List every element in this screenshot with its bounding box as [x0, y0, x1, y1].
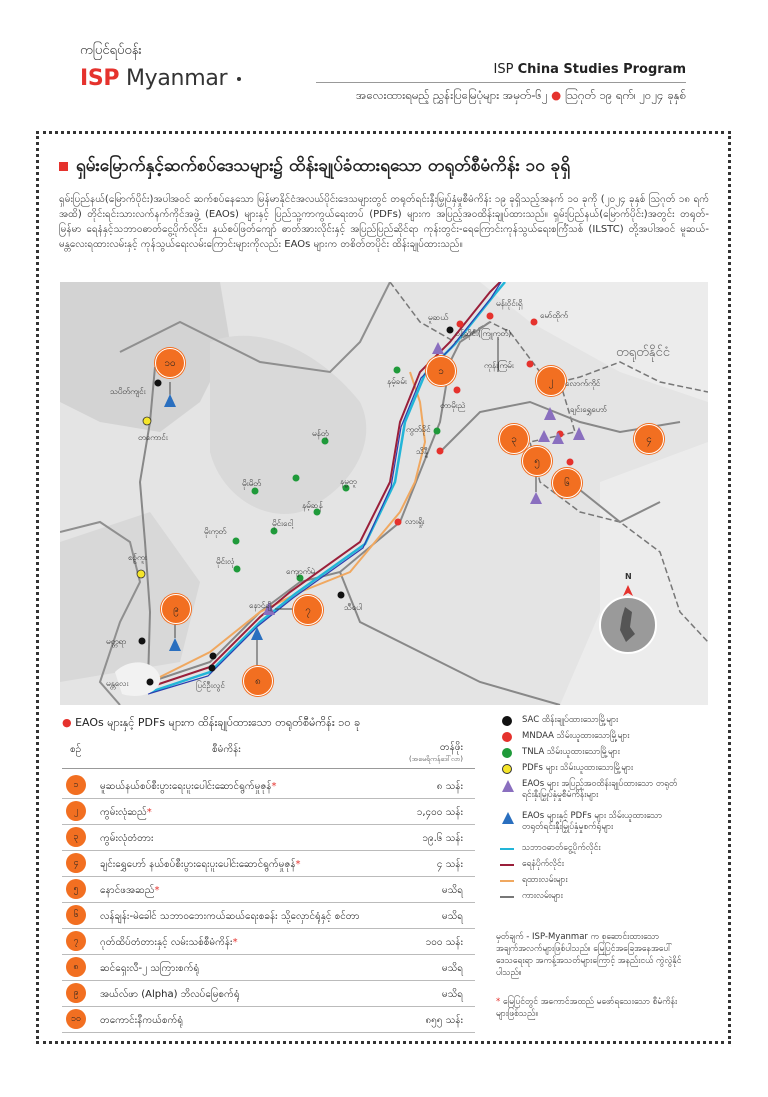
row-project-name — [100, 909, 360, 924]
header-subtitle — [356, 88, 686, 105]
row-number-badge: ၆ — [66, 905, 86, 925]
legend-note: မှတ်ချက် - ISP-Myanmar က စုဆောင်းထားသော အချက်အလက်များဖြစ်ပါသည်။ မြေပြင်အခြေအနေအပေါ် ဒေသရေးရာ အကန့်အသတ်များကြောင့် အနည်းငယ် ကွဲလွဲနိုင်ပါသည်။ — [496, 932, 682, 978]
row-star-icon: * — [232, 937, 238, 948]
separator-dot: ● — [551, 88, 562, 102]
row-value: ၁၉.၆ သန်း — [422, 833, 463, 844]
legend-label: ရထားလမ်းများ — [522, 875, 568, 885]
eao-project-marker — [530, 492, 542, 504]
row-star-icon: * — [146, 807, 152, 818]
program-prefix: ISP — [493, 62, 514, 77]
legend-label: ကားလမ်းများ — [522, 891, 563, 901]
row-value: ၈ သန်း — [436, 781, 463, 792]
series-label: အလေးထားရမည့် ညွှန်းပြမြေပုံများ အမှတ်-၆၂ — [355, 88, 548, 102]
header-divider — [316, 82, 686, 83]
tnla-town-marker — [394, 367, 401, 374]
place-monglon: မိုင်းလုံ — [216, 557, 235, 566]
table-row — [62, 902, 475, 929]
row-value: ၁၀၀ သန်း — [425, 937, 463, 948]
road — [340, 572, 560, 705]
legend-item — [496, 762, 686, 778]
table-row — [62, 876, 475, 903]
place-theinni: သိန္နီ — [416, 447, 428, 456]
north-label: N — [625, 572, 632, 581]
place-madaya: မတ္တရာ — [106, 637, 127, 646]
intro-paragraph: ရှမ်းပြည်နယ်(မြောက်ပိုင်း)အပါအဝင် ဆက်စပ်နေသော မြန်မာနိုင်ငံအလယ်ပိုင်းဒေသများတွင် တရုတ်ရင်းနှီးမြှုပ်နှံမှုစီမံကိန်း ၁၉ ခုရှိသည့်အနက် ၁၀ ခုကို (၂၀၂၄ ခုနှစ် ဩဂုတ် ၁၈ ရက်အထိ) တိုင်းရင်းသားလက်နက်ကိုင်အဖွဲ့ (EAOs) များနှင့် ပြည်သူ့ကာကွယ်ရေးတပ် (PDFs) များက အပြည့်အဝထိန်းချုပ်ထားသည်။ ရှမ်းပြည်နယ်(မြောက်ပိုင်း)အတွင်း တရုတ်-မြန်မာ ရေနံနှင့်သဘာဝဓာတ်ငွေ့ပိုက်လိုင်း၊ နယ်စပ်ဖြတ်ကျော် ဓာတ်အားလိုင်းနှင့် အပြည်ပြည်ဆိုင်ရာ ကုန်းတွင်း-ရေကြောင်းကုန်သွယ်ရေးစင်္ကြံသစ် (ILSTC) တို့အပါအဝင် မူဆယ်-မန္တလေးရထားလမ်းနှင့် ကုန်သွယ်ရေးလမ်းကြောင်းများကိုလည်း EAOs များက တစိတ်တပိုင်း ထိန်းချုပ်ထားသည်။ — [59, 194, 709, 250]
project-circle-2[interactable]: ၂ — [536, 366, 566, 396]
legend-item — [496, 874, 686, 890]
legend-label: သဘာဝဓာတ်ငွေ့ပိုက်လိုင်း — [522, 843, 601, 853]
place-singu: စဉ့်ကူး — [128, 553, 147, 562]
legend-item — [496, 778, 686, 800]
tnla-town-marker — [234, 566, 241, 573]
row-number-badge: ၇ — [66, 931, 86, 951]
place-namtu: နမ္မတူ — [340, 477, 357, 486]
row-star-icon: * — [154, 885, 160, 896]
terrain-hill — [60, 282, 230, 432]
place-mongngaw: မိုင်းငေါ့ — [272, 519, 294, 528]
place-pyinoolwin: ပြင်ဦးလွင် — [196, 681, 225, 690]
logo-dot — [237, 77, 241, 81]
sac-town-marker — [338, 592, 345, 599]
row-project-name — [100, 779, 276, 794]
row-project-text: ကွမ်းလုံတံတား — [100, 833, 154, 844]
legend-dot-icon — [502, 732, 512, 742]
row-value: ၁,၄၀၀ သန်း — [416, 807, 463, 818]
row-project-text: အယ်လ်ဖာ (Alpha) ဘိလပ်မြေစက်ရုံ — [100, 989, 240, 1000]
table-row — [62, 772, 475, 799]
place-laukkai: လောက်ကိုင် — [565, 379, 601, 388]
place-tagaung: တကောင်း — [138, 433, 168, 442]
place-mogok: မိုးကုတ် — [204, 527, 227, 536]
mndaa-town-marker — [487, 313, 494, 320]
legend-item — [496, 714, 686, 730]
row-project-name — [100, 1013, 183, 1028]
row-number-badge: ၁၀ — [66, 1009, 86, 1029]
sac-town-marker — [209, 665, 216, 672]
legend-label: PDFs များ သိမ်းယူထားသောမြို့များ — [522, 763, 634, 773]
table-title-text: EAOs များနှင့် PDFs များက ထိန်းချုပ်ထားသော တရုတ်စီမံကိန်း ၁၀ ခု — [75, 716, 361, 729]
tnla-town-marker — [434, 428, 441, 435]
row-project-name — [100, 857, 301, 872]
map-canvas — [60, 282, 708, 705]
project-circle-7[interactable]: ၇ — [293, 595, 323, 625]
mndaa-town-marker — [457, 321, 464, 328]
row-number-badge: ၂ — [66, 801, 86, 821]
legend-item — [496, 842, 686, 858]
logo-myanmar: Myanmar — [125, 66, 228, 91]
eao-project-marker — [432, 342, 444, 354]
mndaa-town-marker — [531, 319, 538, 326]
place-nawnghkio: နောင်ချို — [249, 601, 273, 610]
pdf-town-marker — [143, 417, 151, 425]
place-mongmit: မိုးမိတ် — [242, 479, 261, 488]
logo — [80, 66, 241, 91]
title-square-icon — [59, 162, 68, 171]
project-circle-10[interactable]: ၁၀ — [155, 348, 185, 378]
table-row — [62, 980, 475, 1007]
row-project-name — [100, 935, 238, 950]
row-project-name — [100, 961, 199, 976]
legend-line-icon — [500, 896, 514, 898]
row-project-name — [100, 831, 154, 846]
header-value-label: တန်ဖိုး — [439, 742, 463, 753]
legend-line-icon — [500, 864, 514, 866]
legend-dot-icon — [502, 716, 512, 726]
table-title — [62, 716, 360, 732]
place-kyaukme: ကျောက်မဲ — [286, 567, 316, 576]
place-chinshwehaw: ချင်းရွှေဟော် — [570, 405, 607, 414]
place-mantong: မန်တုံ — [312, 429, 329, 438]
legend-item — [496, 730, 686, 746]
row-number-badge: ၄ — [66, 853, 86, 873]
project-circle-9[interactable]: ၉ — [161, 594, 191, 624]
eao-project-marker — [538, 430, 550, 442]
table-row — [62, 824, 475, 851]
logo-isp: ISP — [80, 66, 120, 91]
china-label: တရုတ်နိုင်ငံ — [616, 345, 670, 360]
table-row — [62, 798, 475, 825]
program-name — [494, 62, 686, 77]
legend-label: SAC ထိန်းချုပ်ထားသောမြို့များ — [522, 715, 619, 725]
legend-star-note — [496, 996, 686, 1020]
header-value-unit: (အမေရိကန်ဒေါ်လာ) — [409, 755, 463, 763]
legend-item — [496, 746, 686, 762]
project-circle-1[interactable]: ၁ — [426, 356, 456, 386]
mndaa-town-marker — [395, 519, 402, 526]
program-title: China Studies Program — [517, 62, 686, 77]
legend-triangle-icon — [502, 812, 514, 824]
place-mongkoe: မော်ထိုက် — [540, 311, 568, 320]
pdf-town-marker — [137, 570, 145, 578]
row-number-badge: ၃ — [66, 827, 86, 847]
project-circle-6[interactable]: ၆ — [552, 468, 582, 498]
tnla-town-marker — [293, 475, 300, 482]
legend-line-icon — [500, 880, 514, 882]
row-star-icon: * — [295, 859, 301, 870]
project-circle-5[interactable]: ၅ — [522, 446, 552, 476]
date-label: ဩဂုတ် ၁၉ ရက်၊ ၂၀၂၄ ခုနှစ် — [564, 88, 686, 102]
table-title-dot: ● — [62, 716, 72, 729]
legend-label: EAOs များနှင့် PDFs များ သိမ်းယူထားသော တရုတ်ရင်းနှီးမြှုပ်နှံမှုစက်ရုံများ — [522, 811, 663, 832]
star-icon: * — [496, 997, 501, 1007]
legend-line-icon — [500, 848, 514, 850]
row-project-name — [100, 987, 240, 1002]
legend-item — [496, 810, 686, 832]
place-namhsan: နမ့်ဆန် — [302, 501, 323, 510]
row-project-name — [100, 805, 152, 820]
project-circle-8[interactable]: ၈ — [243, 666, 273, 696]
sac-town-marker — [155, 380, 162, 387]
place-namkham: နမ့်ခမ်း — [387, 377, 407, 386]
legend-dot-icon — [502, 764, 512, 774]
header-value — [409, 740, 463, 765]
place-muse: မူဆယ် — [428, 313, 449, 322]
legend-label: EAOs များ အပြည့်အဝထိန်းချုပ်ထားသော တရုတ်ရင်းနှီးမြှုပ်နှံမှုစီမံကိန်းများ — [522, 779, 678, 800]
sac-town-marker — [147, 679, 154, 686]
logo-tagline: ကပြင်ရပ်ဝန်း — [80, 43, 142, 58]
header-no: စဉ် — [70, 744, 82, 755]
project-circle-3[interactable]: ၃ — [499, 424, 529, 454]
page-title — [59, 155, 570, 180]
sac-town-marker — [210, 653, 217, 660]
row-project-name — [100, 883, 160, 898]
row-value: မသိရ — [441, 885, 463, 896]
table-header — [62, 738, 475, 769]
mndaa-town-marker — [454, 387, 461, 394]
row-number-badge: ၈ — [66, 957, 86, 977]
place-mandalay: မန္တလေး — [106, 679, 129, 688]
project-circle-4[interactable]: ၄ — [634, 424, 664, 454]
star-note-text: မြေပြင်တွင် အကောင်အထည် မဖော်ရသေးသော စီမံကိန်းများဖြစ်သည်။ — [496, 997, 678, 1019]
mndaa-town-marker — [567, 459, 574, 466]
sac-town-marker — [447, 327, 454, 334]
legend-item — [496, 890, 686, 906]
row-project-text: နောင်ဖအဆည် — [100, 885, 155, 896]
row-project-text: ဆင်ရှေးလီ-၂ သကြားစက်ရုံ — [100, 963, 200, 974]
place-tamoenye: တာမိုးညဲ — [440, 401, 466, 410]
terrain-plain — [560, 442, 708, 705]
place-hsipaw: သီပေါ — [344, 603, 363, 612]
row-value: ၄ သန်း — [436, 859, 463, 870]
place-lashio: လားရှိုး — [405, 517, 425, 526]
row-star-icon: * — [271, 781, 277, 792]
table-row — [62, 954, 475, 981]
row-value: မသိရ — [441, 989, 463, 1000]
row-project-text: လန်ချန်း-မဲခေါင် သဘာဝဘေးကယ်ဆယ်ရေးစခန်း သို့လှောင်ရုံနှင့် စင်တာ — [100, 911, 360, 922]
legend-label: ရေနံပိုက်လိုင်း — [522, 859, 564, 869]
header-name: စီမံကိန်း — [212, 744, 241, 755]
legend-triangle-icon — [502, 780, 514, 792]
place-mangwan: မန်းဝိုင်းရှိ — [496, 299, 523, 308]
map — [60, 282, 708, 705]
legend-label: TNLA သိမ်းယူထားသောမြို့များ — [522, 747, 620, 757]
row-number-badge: ၁ — [66, 775, 86, 795]
tnla-town-marker — [233, 538, 240, 545]
place-kyukok: ကုန်းကြမ်း — [484, 361, 514, 370]
row-project-text: ချင်းရွှေဟော် နယ်စပ်စီးပွားရေးပူးပေါင်းဆောင်ရွက်မှုဇုန် — [100, 859, 296, 870]
table-row — [62, 1006, 475, 1033]
title-text: ရှမ်းမြောက်နှင့်ဆက်စပ်ဒေသများ၌ ထိန်းချုပ်ခံထားရသော တရုတ်စီမံကိန်း ၁၀ ခုရှိ — [76, 156, 571, 176]
place-kutkai: ကွတ်ခိုင် — [406, 425, 431, 434]
place-paiseng: ပန်ဆိုင်း(ကြူကုတ်) — [455, 329, 512, 338]
row-number-badge: ၅ — [66, 879, 86, 899]
mndaa-town-marker — [527, 361, 534, 368]
row-project-text: ဂုတ်ထိပ်တံတားနှင့် လမ်းသစ်စီမံကိန်း — [100, 937, 233, 948]
row-project-text: တကောင်းနီကယ်စက်ရုံ — [100, 1015, 183, 1026]
place-thabeikkyin: သပိတ်ကျင်း — [110, 387, 146, 396]
row-value: မသိရ — [441, 963, 463, 974]
row-value: ၈၅၅ သန်း — [425, 1015, 463, 1026]
legend-item — [496, 858, 686, 874]
row-project-text: ကွမ်းလုံဆည် — [100, 807, 147, 818]
table-row — [62, 928, 475, 955]
row-number-badge: ၉ — [66, 983, 86, 1003]
row-project-text: မူဆယ်နယ်စပ်စီးပွားရေးပူးပေါင်းဆောင်ရွက်မှုဇုန် — [100, 781, 272, 792]
legend-label: MNDAA သိမ်းယူထားသောမြို့များ — [522, 731, 630, 741]
legend-dot-icon — [502, 748, 512, 758]
row-value: မသိရ — [441, 911, 463, 922]
mndaa-town-marker — [437, 448, 444, 455]
table-row — [62, 850, 475, 877]
sac-town-marker — [139, 638, 146, 645]
